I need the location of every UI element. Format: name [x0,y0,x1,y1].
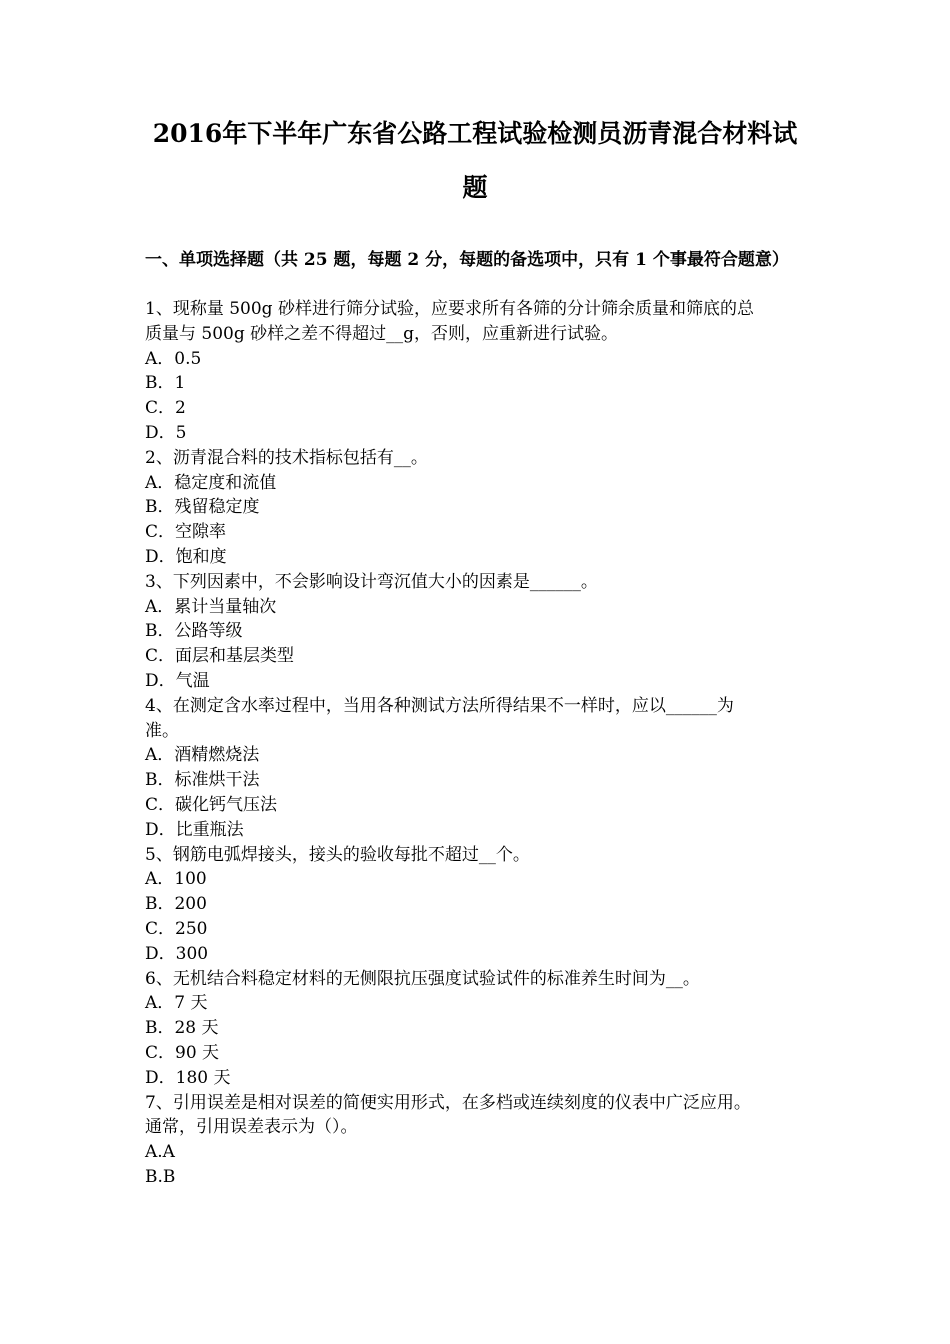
option-line: D．气温 [145,670,210,691]
option-line: B．200 [145,894,207,915]
option-line: B.B [145,1166,176,1187]
question-list [145,297,810,1190]
option-line: A．稳定度和流值 [145,472,277,493]
option-line: C．空隙率 [145,522,227,543]
document-title-line-1: 2016年下半年广东省公路工程试验检测员沥青混合材料试 [152,119,798,148]
text-line: 质量与 500g 砂样之差不得超过__g，否则，应重新进行试验。 [145,323,619,344]
option-line: A．7 天 [145,993,208,1014]
text-line: 7、引用误差是相对误差的简便实用形式，在多档或连续刻度的仪表中广泛应用。 [145,1092,751,1113]
option-line: B．28 天 [145,1018,219,1039]
text-line: 5、钢筋电弧焊接头，接头的验收每批不超过__个。 [145,844,530,865]
option-line: B．残留稳定度 [145,497,260,518]
option-line: C．90 天 [145,1042,220,1063]
option-line: A.A [145,1142,175,1163]
document-title-line-2: 题 [462,173,488,202]
option-line: B．1 [145,373,186,394]
option-line: D．300 [145,943,209,964]
text-line: 1、现称量 500g 砂样进行筛分试验，应要求所有各筛的分计筛余质量和筛底的总 [145,299,754,319]
text-line: 准。 [145,720,179,741]
section-heading: 一、单项选择题（共 25 题，每题 2 分，每题的备选项中，只有 1 个事最符合题意） [145,250,789,270]
option-line: A．0.5 [145,348,202,369]
option-line: C．碳化钙气压法 [145,794,278,815]
option-line: B．标准烘干法 [145,770,260,791]
text-line: 4、在测定含水率过程中，当用各种测试方法所得结果不一样时，应以______为 [145,695,734,716]
option-line: A．100 [145,869,207,890]
option-line: C．面层和基层类型 [145,646,295,667]
option-line: D．5 [145,422,187,443]
option-line: C．2 [145,398,186,419]
text-line: 3、下列因素中，不会影响设计弯沉值大小的因素是______。 [145,571,598,592]
option-line: A．累计当量轴次 [145,596,277,617]
option-line: A．酒精燃烧法 [145,745,260,766]
option-line: D．180 天 [145,1067,231,1088]
text-line: 通常，引用误差表示为（）。 [145,1117,358,1138]
option-line: D．比重瓶法 [145,819,244,840]
option-line: C．250 [145,918,208,939]
text-line: 6、无机结合料稳定材料的无侧限抗压强度试验试件的标准养生时间为__。 [145,968,700,989]
option-line: D．饱和度 [145,546,227,567]
option-line: B．公路等级 [145,621,243,642]
text-line: 2、沥青混合料的技术指标包括有__。 [145,447,428,468]
